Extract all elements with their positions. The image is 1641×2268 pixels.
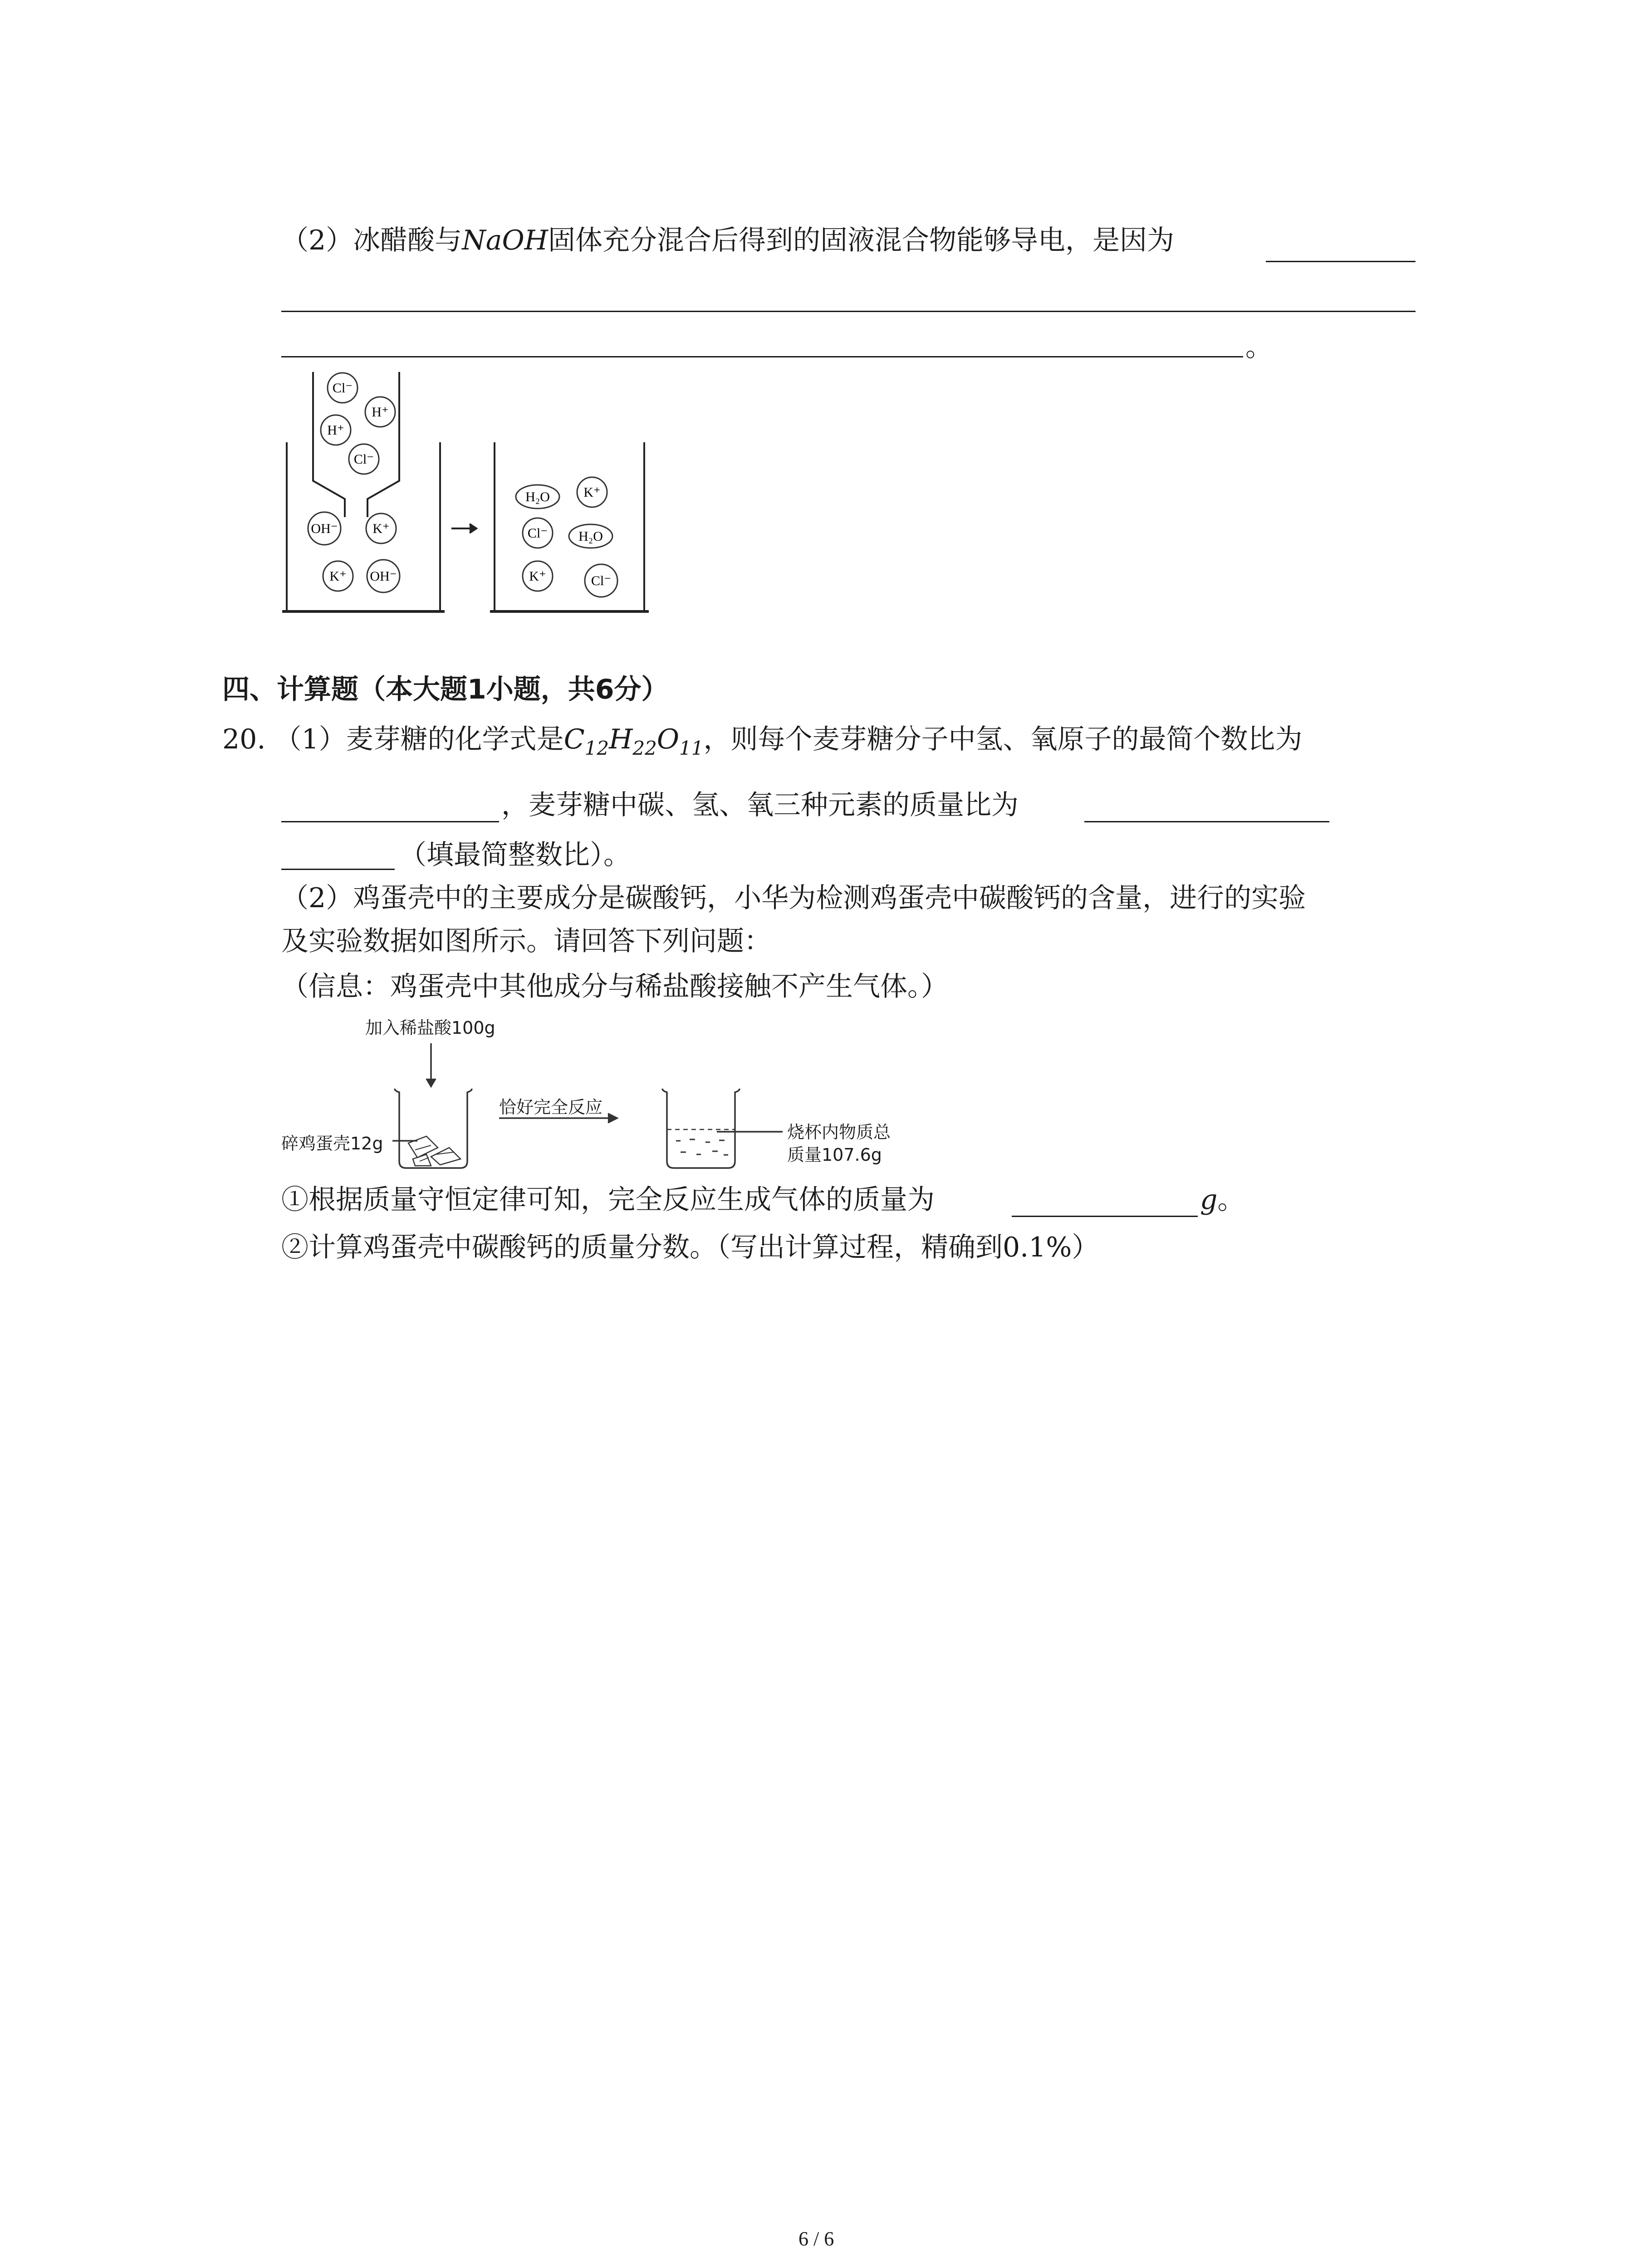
q19-part2-line	[281, 222, 1174, 259]
q20-p2-a: （2）鸡蛋壳中的主要成分是碳酸钙，小华为检测鸡蛋壳中碳酸钙的含量，进行的实验	[281, 882, 1306, 914]
answer-blank-19-1[interactable]	[1266, 261, 1416, 262]
svg-text:Cl⁻: Cl⁻	[332, 381, 353, 396]
answer-blank-19-3[interactable]	[281, 356, 1243, 357]
svg-text:K⁺: K⁺	[583, 485, 601, 500]
beaker1-ion	[367, 560, 400, 592]
q20-p2-b: 及实验数据如图所示。请回答下列问题：	[281, 925, 771, 957]
svg-text:Cl⁻: Cl⁻	[527, 526, 548, 541]
answer-blank-19-2[interactable]	[281, 311, 1416, 312]
experiment-diagram	[281, 1039, 916, 1175]
naoh-formula: NaOH	[462, 225, 548, 256]
eggshell-label: 碎鸡蛋壳12g	[281, 1134, 383, 1154]
maltose-formula: $C_{12}H_{22}O_{11}$	[563, 723, 704, 759]
svg-text:Cl⁻: Cl⁻	[591, 573, 612, 588]
q20-sub1-unit-wrap	[1200, 1182, 1244, 1218]
q20-p1-c: ，麦芽糖中碳、氢、氧三种元素的质量比为	[501, 789, 1019, 821]
beaker2-ion	[577, 477, 607, 507]
mass-label-line2: 质量107.6g	[787, 1145, 882, 1165]
beaker2-ion	[523, 518, 553, 548]
dropper-ion	[321, 415, 351, 445]
dropper-ion	[349, 444, 379, 474]
answer-blank-20-1[interactable]	[281, 821, 499, 822]
q20-p2-info: （信息：鸡蛋壳中其他成分与稀盐酸接触不产生气体。）	[281, 971, 948, 1002]
beaker1-ion	[308, 512, 341, 545]
svg-text:K⁺: K⁺	[372, 521, 390, 536]
section4-heading: 四、计算题（本大题1小题，共6分）	[222, 674, 669, 705]
beaker1-ion	[323, 561, 353, 591]
neutralization-diagram	[277, 363, 662, 617]
dropper-ion	[365, 397, 395, 427]
q20-number: 20.	[222, 723, 266, 755]
q20-p1-d: （填最简整数比）。	[399, 839, 631, 871]
svg-text:Cl⁻: Cl⁻	[353, 452, 374, 467]
page-number: 6 / 6	[798, 2228, 834, 2250]
svg-text:OH⁻: OH⁻	[311, 521, 338, 536]
q19-part2-rest: 固体充分混合后得到的固液混合物能够导电，是因为	[548, 225, 1174, 256]
q20-p1-b: ，则每个麦芽糖分子中氢、氧原子的最简个数比为	[703, 723, 1303, 755]
svg-text:H₂O: H₂O	[578, 529, 603, 544]
beaker2-ion	[516, 485, 559, 508]
mass-label-line1: 烧杯内物质总	[787, 1122, 891, 1142]
svg-text:OH⁻: OH⁻	[370, 569, 397, 584]
svg-text:H⁺: H⁺	[372, 405, 389, 420]
answer-blank-20-3[interactable]	[281, 869, 395, 870]
svg-text:K⁺: K⁺	[529, 569, 546, 584]
beaker2-ion	[585, 564, 617, 597]
q19-part2-label: （2）冰醋酸与	[281, 225, 462, 256]
q20-sub1-end: 。	[1217, 1184, 1245, 1216]
reaction-label: 恰好完全反应	[499, 1097, 603, 1117]
q20-sub1-text: ①根据质量守恒定律可知，完全反应生成气体的质量为	[281, 1184, 935, 1216]
q19-end-mark: 。	[1245, 331, 1273, 363]
dropper-ion	[328, 373, 358, 403]
beaker2-ion	[523, 561, 553, 591]
q20-sub2: ②计算鸡蛋壳中碳酸钙的质量分数。（写出计算过程，精确到0.1%）	[281, 1232, 1099, 1263]
svg-text:K⁺: K⁺	[329, 569, 347, 584]
q20-p1-a: （1）麦芽糖的化学式是	[274, 723, 564, 755]
beaker1-ion	[366, 513, 396, 543]
svg-text:H⁺: H⁺	[327, 423, 344, 438]
add-acid-label: 加入稀盐酸100g	[365, 1018, 495, 1038]
q20-part1-line1	[222, 721, 1303, 758]
gram-unit: g	[1200, 1184, 1218, 1216]
beaker2-ion	[569, 524, 612, 548]
answer-blank-20-4[interactable]	[1012, 1216, 1198, 1217]
answer-blank-20-2[interactable]	[1084, 821, 1329, 822]
svg-text:H₂O: H₂O	[525, 489, 550, 504]
q20-sub1	[281, 1182, 935, 1218]
